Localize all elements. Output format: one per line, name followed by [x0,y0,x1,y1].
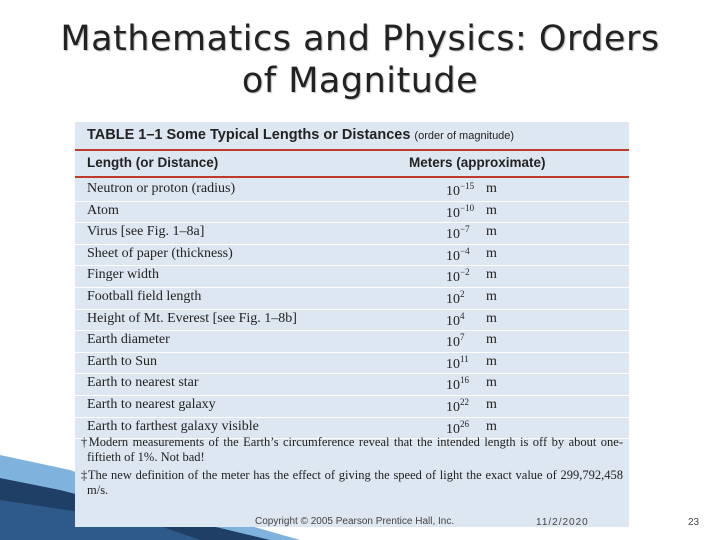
footnote-2: ‡The new definition of the meter has the effect of giving the speed of light the exact value of 299,792,458 m/s. [81,468,623,497]
table-row [75,223,629,245]
slide-title: Mathematics and Physics: Orders of Magnitude [60,19,660,101]
slide-number: 23 [688,517,700,528]
row-value: $10^7$ [446,332,465,351]
footnotes [75,435,629,501]
slide-date: 11/2/2020 [536,517,589,528]
row-label: Earth diameter [87,332,170,348]
header-rule [75,176,629,178]
table-row [75,331,629,353]
caption-sub: (order of magnitude) [414,130,515,142]
row-unit: m [486,288,497,304]
row-value: $10^{16}$ [446,375,469,394]
row-unit: m [486,310,497,326]
caption-main: TABLE 1–1 Some Typical Lengths or Distances [87,127,411,143]
table-row [75,266,629,288]
row-value: $10^{-2}$ [446,267,470,286]
column-header-length: Length (or Distance) [87,155,219,170]
row-unit: m [486,202,497,218]
row-label: Earth to nearest star [87,375,199,391]
row-unit: m [486,245,497,261]
row-value: $10^{22}$ [446,396,469,415]
row-unit: m [486,181,497,196]
table-row [75,374,629,396]
row-unit: m [486,396,497,412]
row-value: $10^{-4}$ [446,245,470,264]
table-row [75,288,629,310]
copyright-notice: Copyright © 2005 Pearson Prentice Hall, Inc. [255,516,455,527]
table-image [75,122,629,527]
row-label: Virus [see Fig. 1–8a] [87,224,205,240]
table-row [75,396,629,418]
row-unit: m [486,267,497,283]
table-caption [87,127,514,143]
table-row [75,310,629,332]
table-body [75,180,629,439]
row-label: Finger width [87,267,159,283]
row-label: Earth to Sun [87,353,157,369]
row-label: Sheet of paper (thickness) [87,245,233,261]
table-row [75,202,629,224]
row-label: Neutron or proton (radius) [87,181,236,196]
row-value: $10^2$ [446,288,465,307]
row-value: $10^{-15}$ [446,181,475,199]
caption-rule [75,149,629,151]
footnote-1: †Modern measurements of the Earth’s circumference reveal that the intended length is off by about one-fiftieth of 1%. Not bad! [81,435,623,464]
row-unit: m [486,224,497,240]
row-value: $10^{26}$ [446,418,469,437]
table-row [75,245,629,267]
column-header-meters: Meters (approximate) [409,155,546,170]
row-unit: m [486,375,497,391]
table-row [75,180,629,202]
row-unit: m [486,353,497,369]
table-row [75,353,629,375]
row-value: $10^{-7}$ [446,224,470,243]
row-label: Earth to nearest galaxy [87,396,216,412]
row-value: $10^{-10}$ [446,202,475,221]
row-label: Height of Mt. Everest [see Fig. 1–8b] [87,310,297,326]
row-value: $10^4$ [446,310,465,329]
row-label: Football field length [87,288,202,304]
row-label: Atom [87,202,119,218]
row-unit: m [486,332,497,348]
row-value: $10^{11}$ [446,353,469,372]
row-unit: m [486,418,497,434]
row-label: Earth to farthest galaxy visible [87,418,259,434]
